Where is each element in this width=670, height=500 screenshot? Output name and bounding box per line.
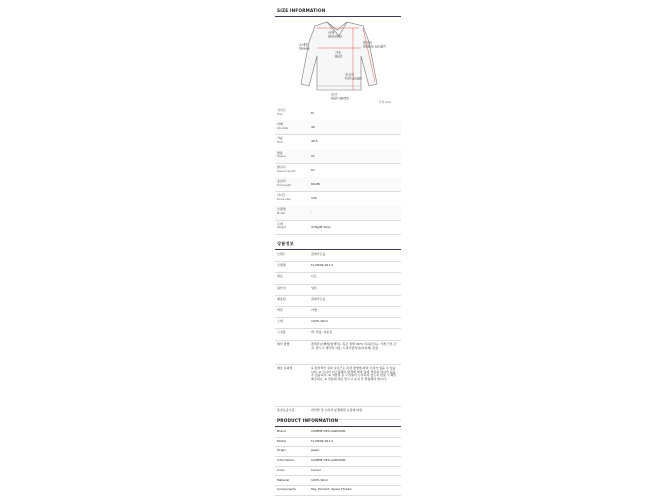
size-row-label-ko: 팔통 [277,150,283,155]
product-en-row-label: Components [277,487,296,492]
product-en-row-value: Japan [311,448,320,453]
product-en-row-value: COMME DES GARCONS [311,429,346,433]
product-kr-row-value: 100% Wool [311,319,328,324]
product-kr-row-value: ※ 통상적인 실측 사이즈는 측정 방법에 따라 오차가 있을 수 있습니다. ※ 모니터 디스플레이 환경에 따라 실제 색상과 차이가 있을 수 있습니다. ※ 여분실 등 구성품이 누락되지 않도록 반품 시 확인해주세요. ※ 상품의 택은 반드시 유지 후 반품해야 합니다. [311,365,397,382]
size-row-label-ko: 팔길이 [277,164,286,169]
diagram-label-cuff: 소매통 Sleeve [299,43,310,51]
product-en-row [275,485,401,496]
product-en-title: PRODUCT INFORMATION [277,418,339,423]
product-kr-row-label: 제조 유의점 [277,365,293,370]
size-row-label-en: Bust [277,141,283,145]
size-row [275,177,401,192]
size-row-label-en: Sleeve Length [277,169,296,173]
product-en-row-label: Material [277,477,290,482]
product-detail-column [275,0,401,500]
size-row-label-ko: 어깨 [277,122,283,127]
size-row-label-ko: 가슴 [277,136,283,141]
product-kr-row-value: 꼼데가르송 [311,252,326,256]
size-row [275,149,401,164]
product-kr-row-value: 일본 [311,285,317,290]
diagram-label-sleeve: 팔길이 Sleeve Length [363,41,386,49]
product-en-row-value: FL-N006-051-2 [311,438,334,443]
size-row [275,106,401,121]
product-kr-row-label: 원산지 [277,285,286,290]
size-row-value: 378g(M Size) [311,224,331,229]
product-en-row-label: Brand [277,429,286,433]
product-kr-row-label: 원료 [277,274,283,279]
size-row-label [277,180,291,188]
size-row-label [277,166,295,174]
size-row-label [277,223,286,231]
size-row-label-en: Shoulder [277,126,289,130]
product-en-row-label: Origin [277,448,287,453]
product-kr-row-value: 택, 상품, 여분실 [311,330,333,335]
size-row-label-en: Korea Size [277,197,291,201]
size-row-label-en: Model [277,212,285,216]
product-kr-row-label: 제조원 [277,296,286,301]
product-kr-row-label: 구성품 [277,330,286,335]
size-row [275,191,401,206]
diagram-label-bust: 가슴 Bust [335,51,343,59]
size-row-label [277,152,286,160]
product-kr-row-value: 울세탁(손빨래/울세탁), 혹은 섬세 30°C 이하(단독), 기계 건조 금지, 반드시 세탁망 사용, 드라이클리닝(석유계) 권장 [311,341,397,350]
size-row-label-ko: 총길이 [277,179,286,183]
size-row-value: 42 [311,125,315,130]
size-row-label-ko: 무게 [277,221,283,226]
size-row-label-en: Size [277,112,283,116]
size-row-label [277,123,289,131]
size-row-value: 100 [311,196,317,201]
unit-label: 단위 (cm) [379,101,391,104]
product-kr-row-value: 니트 [311,274,317,279]
product-kr-row-value: 카멜 [311,308,317,312]
product-kr-row-value: FL-N006-051-2 [311,263,334,268]
size-row [275,134,401,149]
size-info-title: SIZE INFORMATION [277,8,326,13]
size-row-label-ko: 사이즈 [277,108,286,112]
size-row [275,205,401,220]
product-en-row-label: Model [277,438,287,443]
size-row-label-en: Full Length [277,183,292,187]
diagram-label-shoulder: 어깨 Shoulder [328,31,343,39]
product-kr-row-label: 색상 [277,308,283,312]
product-en-row-value: 100% Wool [311,477,328,482]
product-en-row-value: Tag, Product, Spare Thread [311,487,352,492]
size-row-value: - [311,210,313,215]
size-row-value: 48.5 [311,139,318,144]
diagram-label-hem: 밑단 Hem Width [331,93,349,101]
size-row [275,163,401,178]
size-row-label [277,194,291,202]
diagram-label-length: 총길이 Full Length [345,73,363,81]
product-kr-row-value: 꼼데가르송 [311,296,326,301]
product-kr-row-label: 세탁 방법 [277,341,290,346]
product-kr-title: 상품정보 [277,241,294,246]
product-en-row-label: Information [277,458,295,463]
product-kr-row-value: 관련법 및 소비자 분쟁해결 규정에 따름 [311,407,363,412]
size-row-label [277,137,283,145]
product-kr-row-label: 브랜드 [277,252,286,256]
size-row-value: 21 [311,153,315,158]
product-kr-row [275,364,401,407]
product-en-row-label: Color [277,467,285,472]
sweater-size-diagram [297,20,386,101]
size-info-rule [275,16,401,17]
size-row-value: 66-88 [311,182,320,186]
size-row [275,220,401,235]
product-kr-row-label: 소재 [277,319,283,324]
size-row-value: 67 [311,167,315,172]
size-row-label-ko: 모델명 [277,207,286,212]
size-row-value: M [311,111,314,115]
product-kr-row-label: 품질보증기준 [277,407,295,412]
size-row-label-en: Sleeve [277,155,286,159]
product-kr-row-label: 모델명 [277,263,286,268]
size-row-label-ko: 사이즈 [277,193,286,198]
size-row-label-en: Weight [277,226,287,230]
product-en-row-value: COMME DES GARCONS [311,458,346,463]
size-row-label [277,208,286,216]
size-row [275,120,401,135]
size-row-label [277,109,286,117]
product-kr-row [275,340,401,365]
product-en-row-value: Camel [311,467,321,472]
